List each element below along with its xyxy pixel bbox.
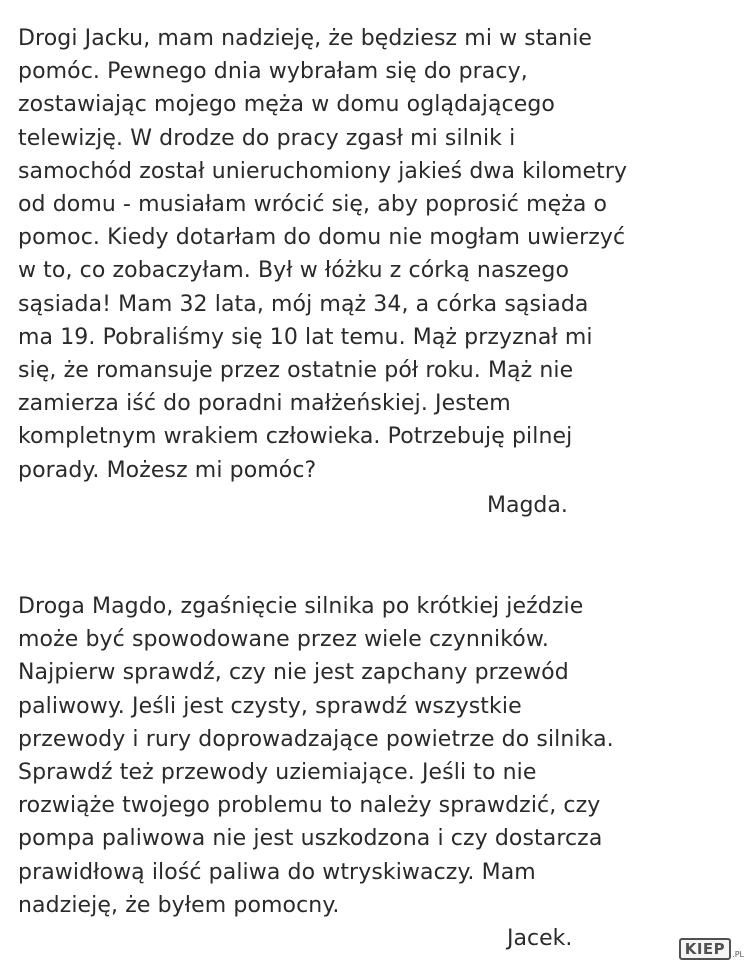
letter-line: samochód został unieruchomiony jakieś dwa kilometry xyxy=(18,158,628,184)
letter-line: Sprawdź też przewody uziemiające. Jeśli to nie xyxy=(18,760,537,786)
letter-line: Drogi Jacku, mam nadzieję, że będziesz mi w stanie xyxy=(18,26,593,51)
watermark-suffix: .PL xyxy=(732,950,744,959)
letter-line: pomoc. Kiedy dotarłam do domu nie mogłam uwierzyć xyxy=(18,225,626,251)
letter-line: kompletnym wrakiem człowieka. Potrzebuję pilnej xyxy=(18,424,573,450)
letter-line: pomóc. Pewnego dnia wybrałam się do pracy, xyxy=(18,59,528,85)
kiep-watermark-logo xyxy=(679,938,744,960)
letter-line: sąsiada! Mam 32 lata, mój mąż 34, a córka sąsiada xyxy=(18,291,589,317)
signature-jacek: Jacek. xyxy=(507,926,573,951)
letter-line: rozwiąże twojego problemu to należy sprawdzić, czy xyxy=(18,793,601,819)
letter-line: nadzieję, że byłem pomocny. xyxy=(18,892,340,918)
letter-line: zostawiając mojego męża w domu oglądającego xyxy=(18,92,555,118)
watermark-logo-text: KIEP xyxy=(679,938,731,960)
letter-line: Droga Magdo, zgaśnięcie silnika po krótkiej jeździe xyxy=(18,594,584,619)
letter-line: się, że romansuje przez ostatnie pół roku. Mąż nie xyxy=(18,358,574,384)
letter-from-magda xyxy=(18,22,743,487)
letter-line: może być spowodowane przez wiele czynników. xyxy=(18,627,550,653)
letter-line: prawidłową ilość paliwa do wtryskiwaczy. Mam xyxy=(18,859,536,885)
letter-line: przewody i rury doprowadzające powietrze do silnika. xyxy=(18,726,614,752)
letter-line: paliwowy. Jeśli jest czysty, sprawdź wszystkie xyxy=(18,693,522,719)
reply-from-jacek xyxy=(18,590,743,922)
letter-line: pompa paliwowa nie jest uszkodzona i czy dostarcza xyxy=(18,826,603,852)
letter-line: porady. Możesz mi pomóc? xyxy=(18,457,317,483)
letter-line: Najpierw sprawdź, czy nie jest zapchany przewód xyxy=(18,660,569,686)
letter-line: telewizję. W drodze do pracy zgasł mi silnik i xyxy=(18,125,516,151)
letter-line: ma 19. Pobraliśmy się 10 lat temu. Mąż przyznał mi xyxy=(18,324,593,350)
signature-magda: Magda. xyxy=(487,493,568,518)
letter-line: w to, co zobaczyłam. Był w łóżku z córką naszego xyxy=(18,258,570,284)
letter-line: od domu - musiałam wrócić się, aby poprosić męża o xyxy=(18,192,608,218)
letter-line: zamierza iść do poradni małżeńskiej. Jestem xyxy=(18,391,511,417)
